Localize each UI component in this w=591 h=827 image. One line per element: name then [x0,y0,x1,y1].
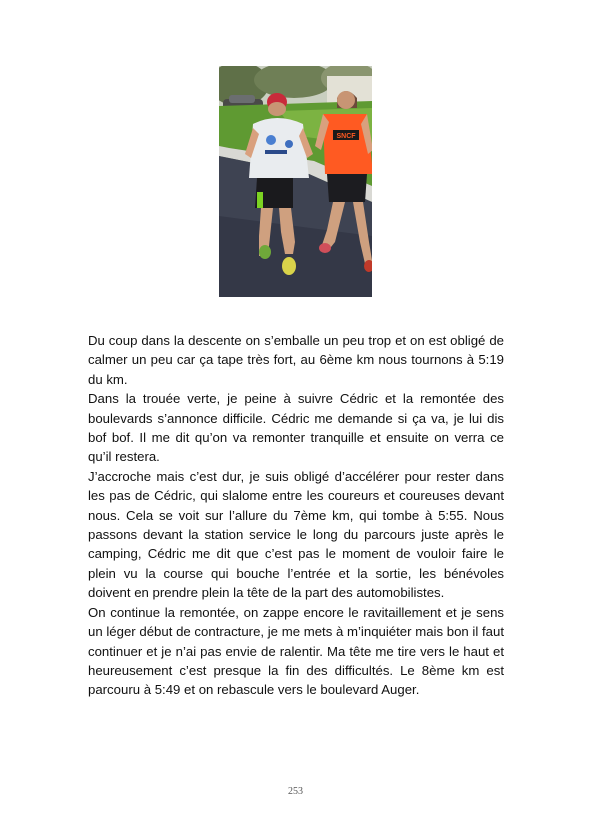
paragraph: J’accroche mais c’est dur, je suis obligé d’accélérer pour rester dans les pas de Cédric, qui slalome entre les coureurs et coureuses devant nous. Cela se voit sur l’allure du 7ème km, qui tombe à 5:55. Nous passons devant la station service le long du parcours juste après le camping, Cédric me dit que c’est pas le moment de vouloir faire le plein vu la course qui bouche l’entrée et la sortie, les bénévoles doivent en prendre plein la tête de la part des automobilistes. [88,468,504,601]
body-text [88,331,504,700]
paragraph: Du coup dans la descente on s’emballe un peu trop et on est obligé de calmer un peu car ça tape très fort, au 6ème km nous tournons à 5:19 du km. [88,333,504,387]
jersey-logo: SNCF [336,133,356,140]
paragraph: Dans la trouée verte, je peine à suivre Cédric et la remontée des boulevards s’annonce difficile. Cédric me demande si ça va, je lui dis bof bof. Il me dit qu’on va remonter tranquille et ensuite on verra ce qu’il restera. [88,391,504,465]
paragraph: On continue la remontée, on zappe encore le ravitaillement et je sens un léger début de contracture, je me mets à m’inquiéter mais bon il faut continuer et je n’ai pas envie de ralentir. Ma tête me tire vers le haut et heureusement c’est presque la fin des difficultés. Le 8ème km est parcouru à 5:49 et on rebascule vers le boulevard Auger. [88,604,504,698]
runners-photo [219,66,372,297]
page-number: 253 [288,786,303,797]
